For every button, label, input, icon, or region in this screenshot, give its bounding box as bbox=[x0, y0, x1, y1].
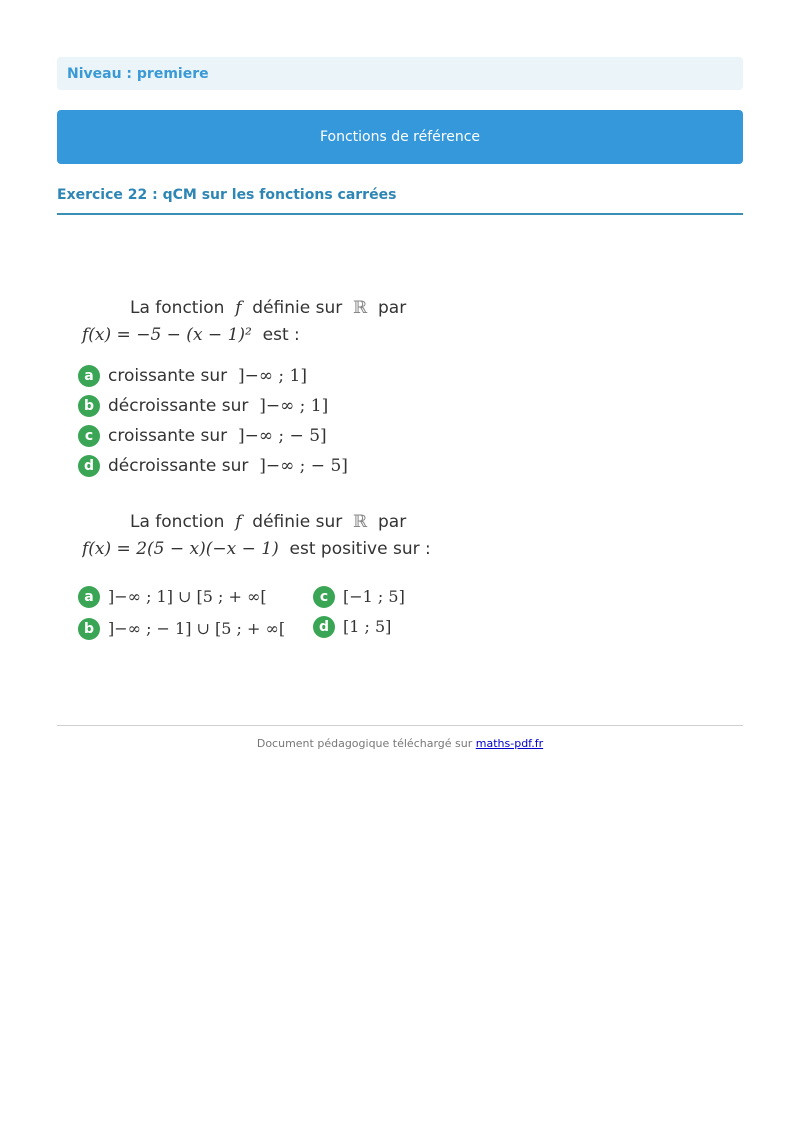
q2-intro-set: ℝ bbox=[353, 512, 368, 532]
banner-title: Fonctions de référence bbox=[319, 129, 481, 145]
q2-intro-f: f bbox=[235, 512, 242, 532]
q2-option-a-badge: a bbox=[78, 586, 100, 608]
q1-option-b-badge: b bbox=[78, 395, 100, 417]
q1-option-b-text: décroissante sur bbox=[108, 396, 249, 416]
q1-intro-mid: définie sur bbox=[252, 298, 343, 318]
footer-divider bbox=[57, 725, 743, 726]
q1-option-d-text: décroissante sur bbox=[108, 456, 249, 476]
q2-option-c-interval: [−1 ; 5] bbox=[343, 587, 405, 606]
q1-option-a-interval: ]−∞ ; 1] bbox=[237, 366, 307, 386]
level-box bbox=[57, 57, 743, 90]
q2-option-b-interval: ]−∞ ; − 1] ∪ [5 ; + ∞[ bbox=[108, 619, 286, 638]
q2-intro-mid: définie sur bbox=[252, 512, 343, 532]
q2-option-c-badge: c bbox=[313, 586, 335, 608]
q1-intro-set: ℝ bbox=[353, 298, 368, 318]
q1-option-b-interval: ]−∞ ; 1] bbox=[259, 396, 329, 416]
q2-option-d[interactable] bbox=[313, 615, 391, 639]
q1-option-d[interactable] bbox=[78, 454, 348, 478]
exercise-figure bbox=[70, 290, 440, 650]
footer-text: Document pédagogique téléchargé sur bbox=[256, 737, 473, 750]
question1-intro bbox=[130, 296, 406, 320]
chapter-banner bbox=[57, 110, 743, 164]
footer-link[interactable]: maths-pdf.fr bbox=[475, 737, 544, 750]
q2-formula: f(x) = 2(5 − x)(−x − 1) bbox=[82, 539, 279, 559]
q1-option-c-interval: ]−∞ ; − 5] bbox=[237, 426, 327, 446]
q2-intro-end: par bbox=[378, 512, 407, 532]
q1-option-c[interactable] bbox=[78, 424, 327, 448]
q1-option-a[interactable] bbox=[78, 364, 307, 388]
q2-option-b-badge: b bbox=[78, 618, 100, 640]
q1-formula: f(x) = −5 − (x − 1)² bbox=[82, 325, 252, 345]
q2-option-b[interactable] bbox=[78, 617, 285, 641]
q1-intro-f: f bbox=[235, 298, 242, 318]
q1-intro-end: par bbox=[378, 298, 407, 318]
exercise-title: Exercice 22 : qCM sur les fonctions carrées bbox=[57, 186, 743, 215]
q2-option-a[interactable] bbox=[78, 585, 267, 609]
q1-intro-start: La fonction bbox=[130, 298, 225, 318]
level-label: Niveau : premiere bbox=[67, 65, 209, 82]
question1-formula-line bbox=[82, 323, 300, 347]
q1-option-c-text: croissante sur bbox=[108, 426, 228, 446]
q2-intro-start: La fonction bbox=[130, 512, 225, 532]
q2-option-a-interval: ]−∞ ; 1] ∪ [5 ; + ∞[ bbox=[108, 587, 267, 606]
q1-option-a-badge: a bbox=[78, 365, 100, 387]
q1-option-c-badge: c bbox=[78, 425, 100, 447]
q2-option-d-interval: [1 ; 5] bbox=[343, 617, 392, 636]
q2-option-d-badge: d bbox=[313, 616, 335, 638]
footer bbox=[57, 737, 743, 750]
q1-formula-end: est : bbox=[262, 325, 300, 345]
q2-formula-end: est positive sur : bbox=[289, 539, 431, 559]
q1-option-a-text: croissante sur bbox=[108, 366, 228, 386]
question2-intro bbox=[130, 510, 406, 534]
q1-option-d-interval: ]−∞ ; − 5] bbox=[259, 456, 348, 476]
q2-option-c[interactable] bbox=[313, 585, 405, 609]
question2-formula-line bbox=[82, 537, 440, 561]
q1-option-b[interactable] bbox=[78, 394, 328, 418]
q1-option-d-badge: d bbox=[78, 455, 100, 477]
